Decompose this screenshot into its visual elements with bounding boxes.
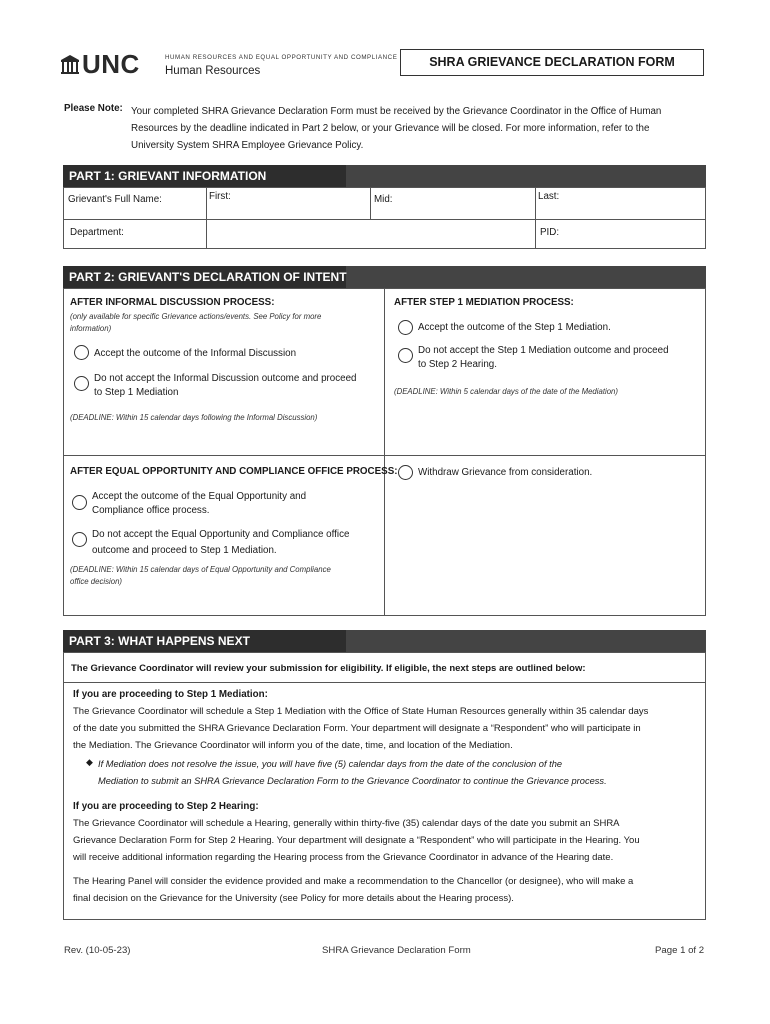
step1-reject-radio[interactable] xyxy=(398,348,413,363)
please-note-label: Please Note: xyxy=(64,103,123,114)
form-title: SHRA GRIEVANCE DECLARATION FORM xyxy=(400,49,704,76)
informal-reject-label: Do not accept the Informal Discussion outcome and proceed to Step 1 Mediation xyxy=(94,373,357,398)
informal-heading: AFTER INFORMAL DISCUSSION PROCESS: xyxy=(70,297,275,308)
step1-accept-radio[interactable] xyxy=(398,320,413,335)
revision-date: Rev. (10-05-23) xyxy=(64,945,131,956)
informal-accept-radio[interactable] xyxy=(74,345,89,360)
eoc-reject-label: Do not accept the Equal Opportunity and Compliance office outcome and proceed to Step 1 Mediation. xyxy=(92,529,350,556)
logo-hr-line: Human Resources xyxy=(165,65,261,77)
eoc-reject-radio[interactable] xyxy=(72,532,87,547)
please-note-line: University System SHRA Employee Grievance Policy. xyxy=(131,140,364,151)
logo-wordmark: UNC xyxy=(82,49,140,79)
department-field[interactable] xyxy=(208,221,533,247)
part3-intro: The Grievance Coordinator will review your submission for eligibility. If eligible, the next steps are outlined below: xyxy=(71,663,586,674)
pid-field[interactable]: PID: xyxy=(540,227,560,238)
withdraw-radio[interactable] xyxy=(398,465,413,480)
step1-heading: AFTER STEP 1 MEDIATION PROCESS: xyxy=(394,297,574,308)
informal-note: (only available for specific Grievance actions/events. See Policy for more information) xyxy=(70,312,322,333)
informal-accept-label: Accept the outcome of the Informal Discussion xyxy=(94,348,297,359)
step1-mediation-text: The Grievance Coordinator will schedule a Step 1 Mediation with the Office of State Human Resources generally within 35 calendar days of the date you submitted the SHRA Grievance Declaration Form. Your department will designate a “Respondent” who will participate in the Mediation. The Grievance Coordinator will inform you of the date, time, and location of the Mediation. xyxy=(73,706,649,751)
old-well-logo-icon xyxy=(60,54,80,74)
first-name-field[interactable]: First: xyxy=(209,191,231,202)
please-note-line: Your completed SHRA Grievance Declaration Form must be received by the Grievance Coordinator in the Office of Human xyxy=(131,106,662,117)
eoc-accept-radio[interactable] xyxy=(72,495,87,510)
diamond-bullet-icon: ◆ xyxy=(86,757,93,767)
full-name-label: Grievant's Full Name: xyxy=(68,194,162,205)
eoc-heading: AFTER EQUAL OPPORTUNITY AND COMPLIANCE OFFICE PROCESS: xyxy=(70,466,398,477)
last-name-field[interactable]: Last: xyxy=(538,191,560,202)
department-label: Department: xyxy=(70,227,124,238)
step1-accept-label: Accept the outcome of the Step 1 Mediation. xyxy=(418,322,611,333)
step2-hearing-text: The Grievance Coordinator will schedule a Hearing, generally within thirty-five (35) calendar days of the date you submit an SHRA Grievance Declaration Form for Step 2 Hearing. Your department will designate a “Respondent” who will participate in the Hearing. You will receive additional information regarding the Hearing process from the Grievance Coordinator in advance of the Hearing date. xyxy=(73,818,640,863)
part1-header: PART 1: GRIEVANT INFORMATION xyxy=(63,165,706,187)
informal-deadline: (DEADLINE: Within 15 calendar days following the Informal Discussion) xyxy=(70,413,318,422)
hearing-panel-text: The Hearing Panel will consider the evidence provided and make a recommendation to the Chancellor (or designee), who will make a final decision on the Grievance for the University (see Policy for more details about the Hearing process). xyxy=(73,876,634,904)
page-number: Page 1 of 2 xyxy=(655,945,705,956)
middle-name-field[interactable]: Mid: xyxy=(374,194,393,205)
mediation-followup-note: If Mediation does not resolve the issue, you will have five (5) calendar days from the date of the conclusion of the Mediation to submit an SHRA Grievance Declaration Form to the Grievance Coordinator to continue the Grievance process. xyxy=(98,759,607,786)
step2-hearing-heading: If you are proceeding to Step 2 Hearing: xyxy=(73,801,259,812)
footer-form-name: SHRA Grievance Declaration Form xyxy=(322,945,471,956)
part3-header: PART 3: WHAT HAPPENS NEXT xyxy=(63,630,706,652)
logo-department-line: HUMAN RESOURCES AND EQUAL OPPORTUNITY AND COMPLIANCE xyxy=(165,54,398,61)
part2-header: PART 2: GRIEVANT'S DECLARATION OF INTENT xyxy=(63,266,706,288)
step1-mediation-heading: If you are proceeding to Step 1 Mediation: xyxy=(73,689,268,700)
step1-reject-label: Do not accept the Step 1 Mediation outcome and proceed to Step 2 Hearing. xyxy=(418,345,669,370)
informal-reject-radio[interactable] xyxy=(74,376,89,391)
eoc-deadline: (DEADLINE: Within 15 calendar days of Equal Opportunity and Compliance office decision) xyxy=(70,565,331,586)
eoc-accept-label: Accept the outcome of the Equal Opportunity and Compliance office process. xyxy=(92,491,307,516)
please-note-line: Resources by the deadline indicated in Part 2 below, or your Grievance will be closed. For more information, refer to the xyxy=(131,123,650,134)
please-note-text xyxy=(131,103,691,154)
withdraw-label: Withdraw Grievance from consideration. xyxy=(418,467,593,478)
step1-deadline: (DEADLINE: Within 5 calendar days of the date of the Mediation) xyxy=(394,387,618,396)
